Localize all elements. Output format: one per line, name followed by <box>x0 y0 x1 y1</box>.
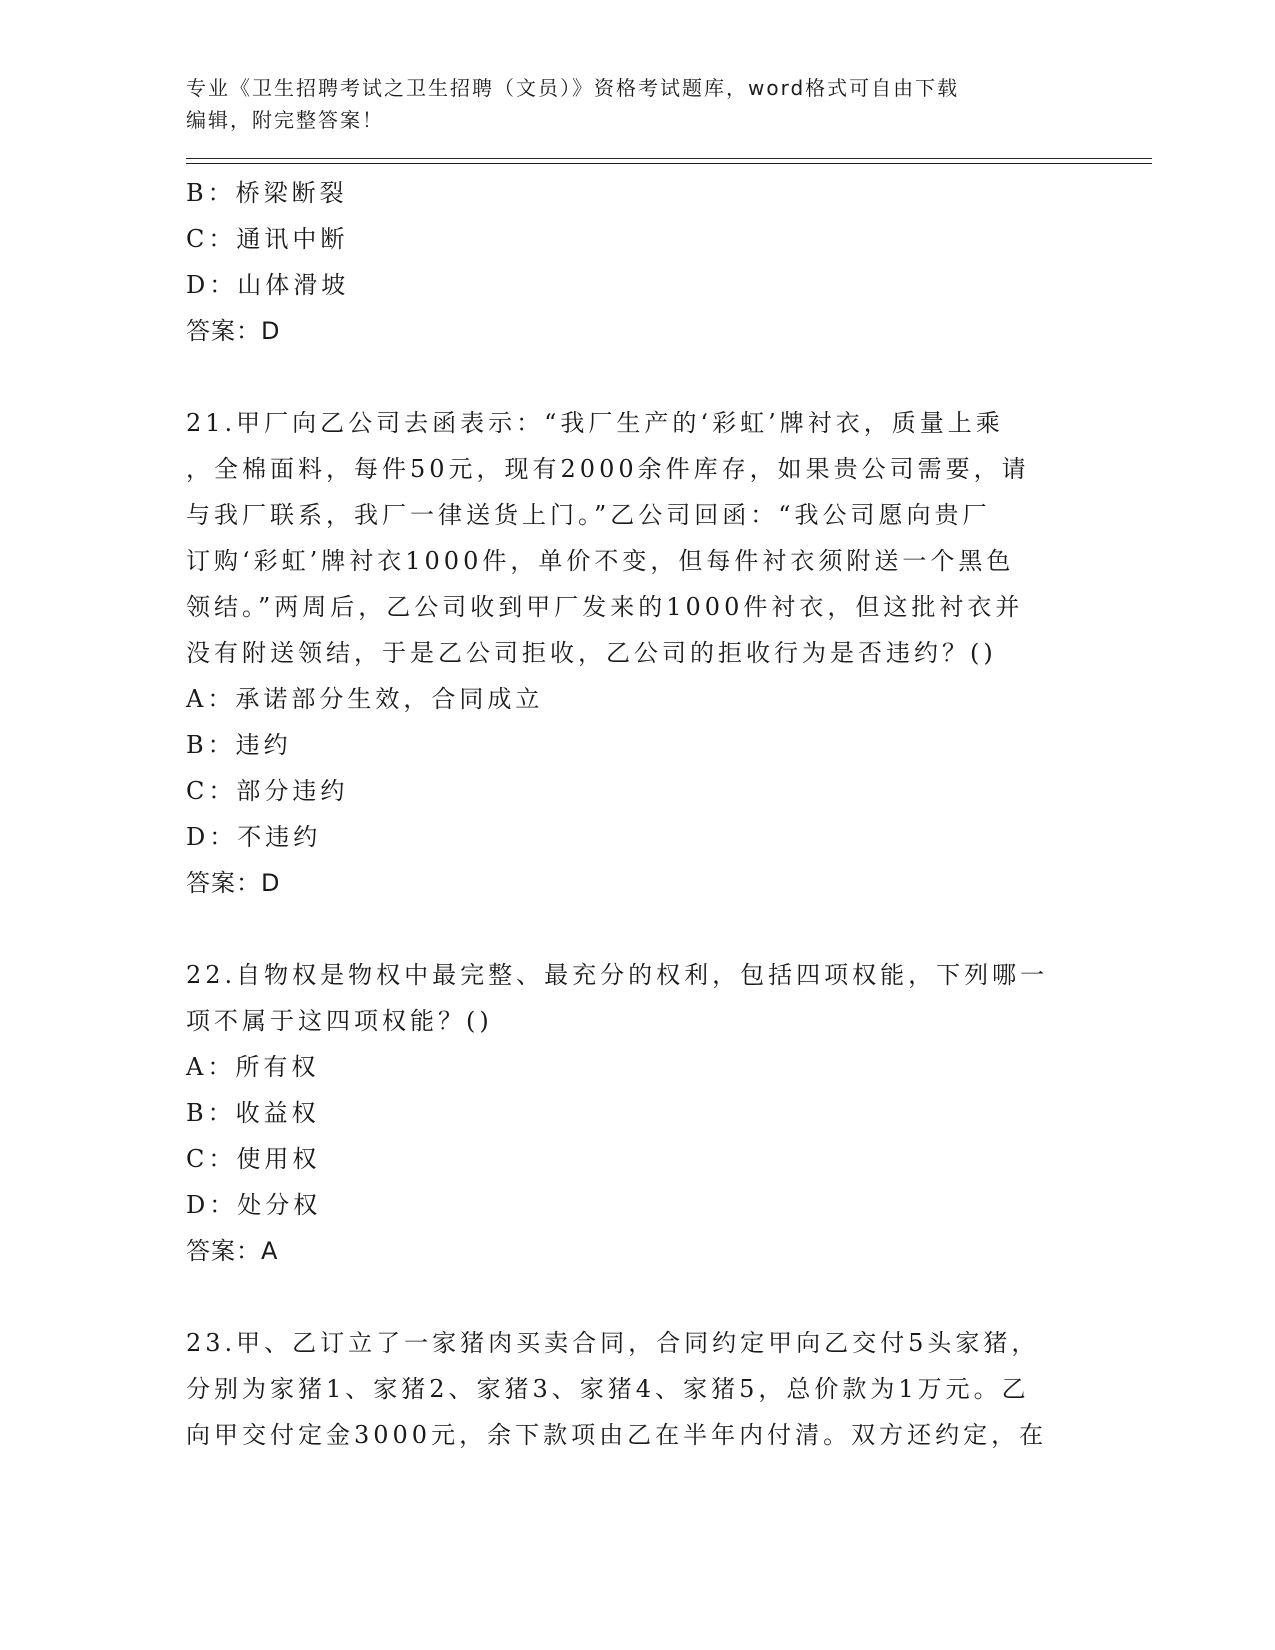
document-page <box>186 72 1152 1458</box>
question-stem-line: 项不属于这四项权能？() <box>186 1007 493 1035</box>
option-c: C：部分违约 <box>186 777 349 805</box>
question-stem-line: 22.自物权是物权中最完整、最充分的权利，包括四项权能，下列哪一 <box>186 961 1049 989</box>
option-a: A：所有权 <box>186 1053 320 1081</box>
header-title-line-2: 编辑，附完整答案！ <box>186 108 384 132</box>
header-rule-top <box>186 158 1152 159</box>
answer-line: 答案：A <box>186 1237 279 1265</box>
header-rule-bottom <box>186 163 1152 164</box>
document-header <box>186 72 1086 136</box>
question-22 <box>186 952 1152 1274</box>
question-stem-line: 分别为家猪1、家猪2、家猪3、家猪4、家猪5，总价款为1万元。乙 <box>186 1375 1030 1403</box>
option-b: B：收益权 <box>186 1099 320 1127</box>
question-stem-line: 没有附送领结，于是乙公司拒收，乙公司的拒收行为是否违约？() <box>186 639 997 667</box>
option-d: D：不违约 <box>186 823 322 851</box>
option-a: A：承诺部分生效，合同成立 <box>186 685 544 713</box>
header-title-line-1: 专业《卫生招聘考试之卫生招聘（文员）》资格考试题库，word格式可自由下载 <box>186 76 960 100</box>
header-divider <box>186 158 1152 164</box>
option-c: C：通讯中断 <box>186 225 349 253</box>
option-d: D：处分权 <box>186 1191 322 1219</box>
question-21 <box>186 400 1152 906</box>
document-body <box>186 170 1152 1458</box>
question-stem-line: 与我厂联系，我厂一律送货上门。”乙公司回函：“我公司愿向贵厂 <box>186 501 991 529</box>
spacer <box>186 906 1152 952</box>
question-23 <box>186 1320 1152 1458</box>
question-stem-line: ，全棉面料，每件50元，现有2000余件库存，如果贵公司需要，请 <box>186 455 1030 483</box>
question-stem-line: 向甲交付定金3000元，余下款项由乙在半年内付清。双方还约定，在 <box>186 1421 1048 1449</box>
option-d: D：山体滑坡 <box>186 271 350 299</box>
answer-line: 答案：D <box>186 317 281 345</box>
spacer <box>186 1274 1152 1320</box>
question-stem-line: 领结。”两周后，乙公司收到甲厂发来的1000件衬衣，但这批衬衣并 <box>186 593 1024 621</box>
question-stem-line: 23.甲、乙订立了一家猪肉买卖合同，合同约定甲向乙交付5头家猪， <box>186 1329 1040 1357</box>
option-c: C：使用权 <box>186 1145 321 1173</box>
answer-line: 答案：D <box>186 869 281 897</box>
spacer <box>186 354 1152 400</box>
question-stem-line: 21.甲厂向乙公司去函表示：“我厂生产的‘彩虹’牌衬衣，质量上乘 <box>186 409 1004 437</box>
question-20-tail <box>186 170 1152 354</box>
option-b: B：桥梁断裂 <box>186 179 348 207</box>
question-stem-line: 订购‘彩虹’牌衬衣1000件，单价不变，但每件衬衣须附送一个黑色 <box>186 547 1015 575</box>
option-b: B：违约 <box>186 731 292 759</box>
